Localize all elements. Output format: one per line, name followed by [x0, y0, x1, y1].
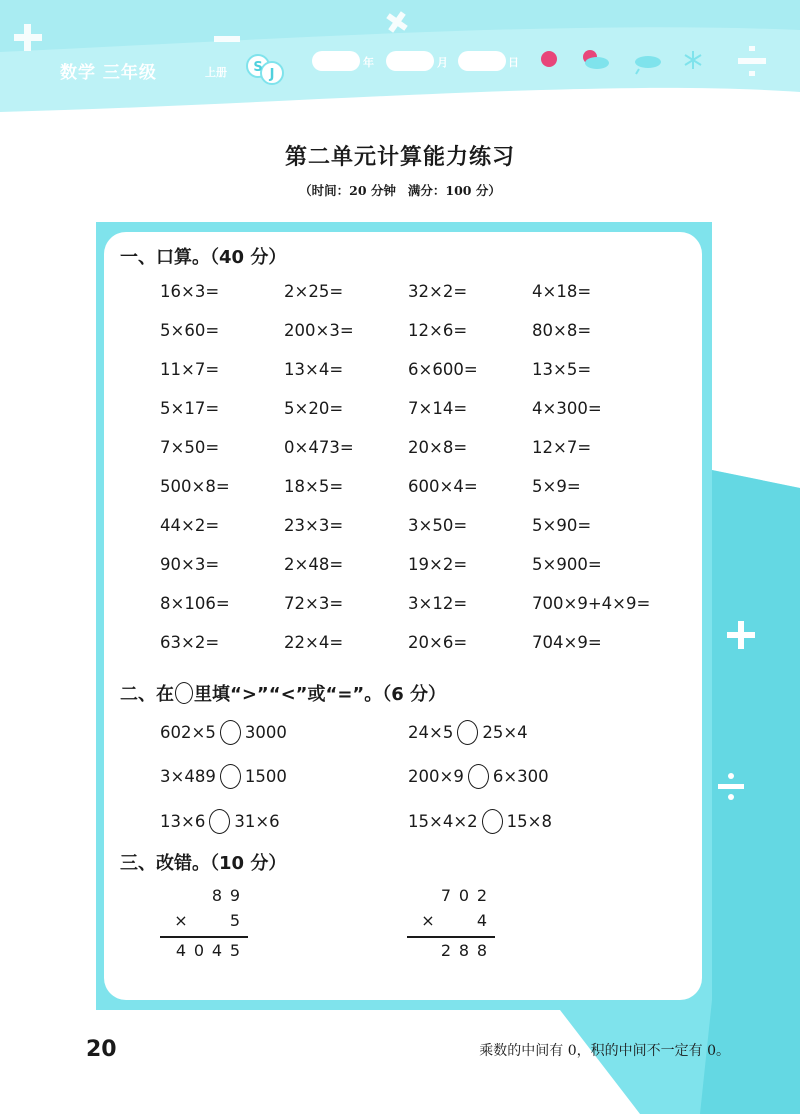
section3-score: （10 分）	[210, 853, 287, 874]
digit: 8	[211, 886, 223, 905]
section1-title: 一、口算。	[120, 247, 210, 268]
compare-right: 3000	[244, 723, 287, 742]
year-field[interactable]	[312, 51, 360, 71]
compare-right: 1500	[244, 767, 287, 786]
answer-oval[interactable]	[209, 809, 230, 834]
mental-math-problem: 12×7=	[532, 438, 592, 457]
mental-math-problem: 11×7=	[160, 360, 220, 379]
cloudy-icon	[583, 50, 609, 69]
product-line	[407, 936, 495, 938]
mental-math-problem: 7×50=	[160, 438, 220, 457]
mental-math-problem: 44×2=	[160, 516, 220, 535]
weather-icons	[535, 46, 715, 76]
badge-letter-s: S	[253, 60, 263, 75]
tip-note: 乘数的中间有 0，积的中间不一定有 0。	[479, 1043, 730, 1059]
time-limit: （时间：20 分钟	[299, 183, 396, 198]
section2-title-post: 里填“>”“<”或“=”。	[194, 684, 383, 705]
compare-problem	[408, 764, 549, 789]
mental-math-problem: 12×6=	[408, 321, 468, 340]
mental-math-problem: 23×3=	[284, 516, 344, 535]
mental-math-problem: 7×14=	[408, 399, 468, 418]
compare-problem	[160, 764, 287, 789]
oval-icon	[175, 682, 193, 704]
sj-badge-icon	[244, 52, 286, 86]
compare-left: 200×9	[408, 767, 464, 786]
rainy-icon	[635, 56, 661, 74]
month-label: 月	[437, 56, 448, 69]
multiplicand	[208, 886, 244, 905]
month-field[interactable]	[386, 51, 434, 71]
mental-math-problem: 500×8=	[160, 477, 230, 496]
mental-math-problem: 80×8=	[532, 321, 592, 340]
digit: 0	[458, 886, 470, 905]
vertical-multiplication-2	[407, 886, 497, 966]
mental-math-problem: 3×12=	[408, 594, 468, 613]
mental-math-problem: 5×17=	[160, 399, 220, 418]
mental-math-problem: 22×4=	[284, 633, 344, 652]
mental-math-problem: 72×3=	[284, 594, 344, 613]
mental-math-problem: 600×4=	[408, 477, 478, 496]
times-sign: ×	[421, 911, 435, 930]
mental-math-problem: 700×9+4×9=	[532, 594, 651, 613]
digit: 2	[476, 886, 488, 905]
section3-title: 三、改错。	[120, 853, 210, 874]
digit: 4	[211, 941, 223, 960]
digit: 2	[440, 941, 452, 960]
compare-left: 13×6	[160, 812, 206, 831]
mental-math-problem: 18×5=	[284, 477, 344, 496]
compare-left: 602×5	[160, 723, 216, 742]
year-label: 年	[363, 56, 374, 69]
digit: 5	[229, 941, 241, 960]
compare-right: 31×6	[234, 812, 280, 831]
exercise-card	[104, 232, 702, 1000]
mental-math-problem: 16×3=	[160, 282, 220, 301]
mental-math-problem: 704×9=	[532, 633, 602, 652]
mental-math-problem: 5×60=	[160, 321, 220, 340]
answer-oval[interactable]	[457, 720, 478, 745]
section1-score: （40 分）	[210, 247, 287, 268]
digit: 8	[458, 941, 470, 960]
compare-right: 6×300	[492, 767, 549, 786]
digit: 8	[476, 941, 488, 960]
mental-math-problem: 5×90=	[532, 516, 592, 535]
answer-oval[interactable]	[482, 809, 503, 834]
volume-label: 上册	[205, 66, 227, 79]
mental-math-problem: 5×9=	[532, 477, 581, 496]
mental-math-problem: 3×50=	[408, 516, 468, 535]
mental-math-problem: 2×48=	[284, 555, 344, 574]
compare-left: 3×489	[160, 767, 216, 786]
sunny-icon	[541, 51, 557, 67]
mental-math-problem: 5×900=	[532, 555, 602, 574]
compare-problem	[160, 809, 280, 834]
section2-score: （6 分）	[382, 684, 447, 705]
answer-oval[interactable]	[220, 764, 241, 789]
mental-math-problem: 0×473=	[284, 438, 354, 457]
digit: 4	[476, 911, 488, 930]
compare-problem	[160, 720, 287, 745]
mental-math-problem: 63×2=	[160, 633, 220, 652]
compare-problem	[408, 720, 528, 745]
full-score: 满分：100 分）	[407, 183, 501, 198]
subject-grade: 数学 三年级	[60, 63, 157, 83]
compare-problem	[408, 809, 552, 834]
mental-math-problem: 20×8=	[408, 438, 468, 457]
mental-math-problem: 32×2=	[408, 282, 468, 301]
mental-math-problem: 13×5=	[532, 360, 592, 379]
product	[172, 941, 244, 960]
time-score-info	[0, 181, 800, 199]
mental-math-problem: 20×6=	[408, 633, 468, 652]
product	[437, 941, 491, 960]
mental-math-problem: 2×25=	[284, 282, 344, 301]
badge-letter-j: J	[269, 67, 275, 82]
product-line	[160, 936, 248, 938]
digit: 5	[229, 911, 241, 930]
day-field[interactable]	[458, 51, 506, 71]
mental-math-problem: 4×300=	[532, 399, 602, 418]
mental-math-problem: 4×18=	[532, 282, 592, 301]
page-title: 第二单元计算能力练习	[284, 144, 515, 170]
mental-math-problem: 6×600=	[408, 360, 478, 379]
digit: 9	[229, 886, 241, 905]
mental-math-problem: 5×20=	[284, 399, 344, 418]
multiplicand	[437, 886, 491, 905]
digit: 0	[193, 941, 205, 960]
section1-heading	[120, 243, 286, 269]
digit: 7	[440, 886, 452, 905]
mental-math-problem: 8×106=	[160, 594, 230, 613]
section2-title-pre: 二、在	[120, 684, 174, 705]
mental-math-problem: 200×3=	[284, 321, 354, 340]
snow-icon	[685, 51, 701, 69]
compare-right: 25×4	[482, 723, 528, 742]
mental-math-problem: 19×2=	[408, 555, 468, 574]
answer-oval[interactable]	[468, 764, 489, 789]
mental-math-problem: 90×3=	[160, 555, 220, 574]
answer-oval[interactable]	[220, 720, 241, 745]
page-number: 20	[86, 1037, 117, 1062]
multiplier-row	[421, 911, 491, 930]
multiplier-row	[174, 911, 244, 930]
day-label: 日	[508, 56, 519, 69]
compare-right: 15×8	[506, 812, 552, 831]
section3-heading	[120, 849, 286, 875]
compare-left: 15×4×2	[408, 812, 478, 831]
section2-heading	[120, 680, 446, 706]
compare-left: 24×5	[408, 723, 454, 742]
digit: 4	[175, 941, 187, 960]
times-sign: ×	[174, 911, 188, 930]
vertical-multiplication-1	[160, 886, 250, 966]
mental-math-problem: 13×4=	[284, 360, 344, 379]
